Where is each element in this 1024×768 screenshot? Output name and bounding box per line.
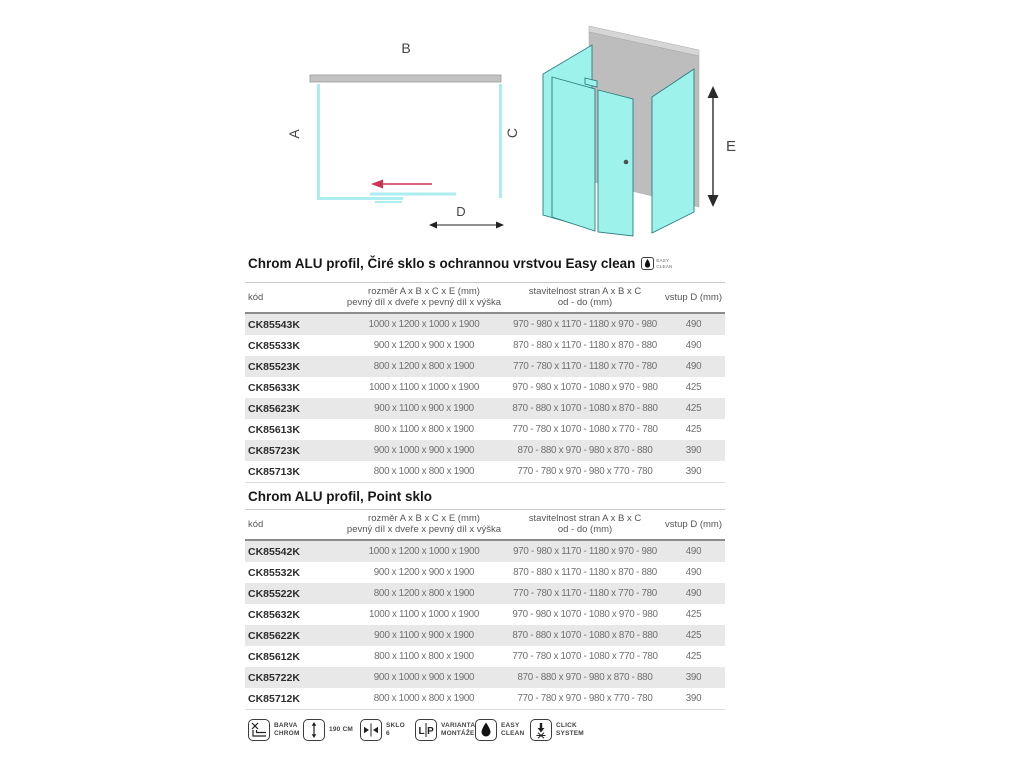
dim-label-d: D [456,204,466,219]
section1-title [248,256,672,271]
entry-value: 390 [662,440,725,461]
table-row [245,646,725,667]
table-row [245,313,725,335]
table-row [245,461,725,483]
table-row [245,356,725,377]
col-header-stavitelnost: stavitelnost stran A x B x C od - do (mm) [528,286,642,309]
entry-value: 390 [662,667,725,688]
col-header-kod: kód [248,291,264,303]
easy-clean-drop-icon [475,719,497,741]
product-code: CK85523K [245,356,340,377]
dimension-value: 1000 x 1100 x 1000 x 1900 [369,609,479,621]
product-code: CK85613K [248,423,300,436]
glass-panel-right [652,69,694,233]
technical-diagrams [0,0,1024,255]
table-row [245,540,725,562]
feature-label: 190 CM [329,726,353,734]
glass-front-fixed [317,197,403,200]
height-arrow-icon [303,719,325,741]
table-row [245,335,725,356]
product-code: CK85542K [245,540,340,562]
adjustability-value: 970 - 980 x 1070 - 1080 x 970 - 980 [512,382,658,394]
product-code: CK85633K [248,381,300,394]
entry-value: 425 [662,625,725,646]
adjustability-value: 970 - 980 x 1170 - 1180 x 970 - 980 [508,540,662,562]
dimension-value: 800 x 1200 x 800 x 1900 [340,356,508,377]
entry-value: 490 [662,313,725,335]
dimension-value: 900 x 1200 x 900 x 1900 [373,567,475,579]
glass-side-a [317,84,320,200]
feature-varianta-montaze [415,719,475,741]
svg-text:L: L [418,726,425,737]
col-header-kod: kód [248,518,264,530]
table-row [245,398,725,419]
spec-table-point-sklo [245,509,725,710]
feature-icons-row [0,719,1024,753]
glass-sliding-door [370,193,456,196]
product-code: CK85623K [245,398,340,419]
feature-click-system [530,719,584,741]
product-code: CK85533K [248,339,300,352]
dimension-value: 900 x 1000 x 900 x 1900 [340,667,508,688]
adjustability-value: 770 - 780 x 970 - 980 x 770 - 780 [517,693,653,705]
plan-view-diagram [286,40,520,229]
section1-title-text: Chrom ALU profil, Čiré sklo s ochrannou vrstvou Easy clean [248,256,636,271]
adjustability-value: 770 - 780 x 1070 - 1080 x 770 - 780 [512,651,658,663]
product-code: CK85543K [245,313,340,335]
table-header-row [245,283,725,314]
product-code: CK85612K [248,650,300,663]
spec-table-cire-sklo [245,282,725,483]
dimension-value: 1000 x 1200 x 1000 x 1900 [340,540,508,562]
col-header-vstup: vstup D (mm) [665,518,722,530]
entry-value: 425 [685,651,702,663]
dimension-value: 800 x 1000 x 800 x 1900 [373,466,475,478]
feature-label: CLICK SYSTEM [556,722,584,737]
adjustability-value: 770 - 780 x 1170 - 1180 x 770 - 780 [508,583,662,604]
col-header-rozmer: rozměr A x B x C x E (mm) pevný díl x dveře x pevný díl x výška [346,513,502,536]
door-slide-arrow [371,180,432,189]
dimension-value: 1000 x 1200 x 1000 x 1900 [340,313,508,335]
col-header-rozmer: rozměr A x B x C x E (mm) pevný díl x dveře x pevný díl x výška [346,286,502,309]
feature-easy-clean [475,719,524,741]
feature-label: EASY CLEAN [501,722,525,737]
adjustability-value: 870 - 880 x 1070 - 1080 x 870 - 880 [508,398,662,419]
entry-value: 490 [662,583,725,604]
dim-label-a: A [286,129,302,139]
adjustability-value: 770 - 780 x 1170 - 1180 x 770 - 780 [508,356,662,377]
adjustability-value: 970 - 980 x 1170 - 1180 x 970 - 980 [508,313,662,335]
feature-sklo-6 [360,719,405,741]
glass-side-c [499,84,502,198]
door-handle-knob [624,160,629,165]
adjustability-value: 870 - 880 x 1170 - 1180 x 870 - 880 [513,340,657,352]
dimension-value: 800 x 1100 x 800 x 1900 [374,424,474,436]
adjustability-value: 770 - 780 x 970 - 980 x 770 - 780 [517,466,653,478]
adjustability-value: 870 - 880 x 970 - 980 x 870 - 880 [508,440,662,461]
profile-color-icon [248,719,270,741]
adjustability-value: 970 - 980 x 1070 - 1080 x 970 - 980 [512,609,658,621]
dim-label-e: E [726,138,737,155]
col-header-stavitelnost: stavitelnost stran A x B x C od - do (mm) [528,513,642,536]
product-code: CK85722K [245,667,340,688]
left-right-variant-icon [415,719,437,741]
height-dimension-arrow [708,86,737,207]
section2-title [248,489,432,504]
feature-height-190 [303,719,353,741]
product-code: CK85622K [245,625,340,646]
glass-panel-front-fixed [552,77,595,231]
easy-clean-drop-icon [641,257,654,270]
table-row [245,377,725,398]
dim-label-c: C [504,127,520,139]
feature-label: SKLO 6 [386,722,405,737]
entry-value: 425 [685,424,702,436]
entry-value: 390 [685,693,702,705]
glass-front-stub [375,201,402,203]
table-row [245,562,725,583]
table-row [245,604,725,625]
table-row [245,583,725,604]
easy-clean-badge [641,257,672,270]
product-code: CK85712K [248,692,300,705]
entry-value: 425 [685,382,702,394]
click-system-icon [530,719,552,741]
table-row [245,667,725,688]
svg-text:P: P [427,726,434,737]
section2-title-text: Chrom ALU profil, Point sklo [248,489,432,504]
feature-barva-chrom [248,719,300,741]
product-code: CK85632K [248,608,300,621]
entry-value: 390 [685,466,702,478]
product-code: CK85713K [248,465,300,478]
glass-thickness-icon [360,719,382,741]
table-row [245,625,725,646]
entry-value: 425 [662,398,725,419]
adjustability-value: 770 - 780 x 1070 - 1080 x 770 - 780 [512,424,658,436]
table-row [245,688,725,710]
easy-clean-badge-label: EASY CLEAN [656,258,673,269]
dimension-value: 900 x 1100 x 900 x 1900 [340,625,508,646]
entry-dimension-arrow [429,204,504,229]
table-row [245,440,725,461]
entry-value: 490 [662,540,725,562]
feature-label: BARVA CHROM [274,722,300,737]
adjustability-value: 870 - 880 x 1170 - 1180 x 870 - 880 [513,567,657,579]
adjustability-value: 870 - 880 x 970 - 980 x 870 - 880 [508,667,662,688]
feature-label: VARIANTA MONTÁŽE [441,722,476,737]
entry-value: 425 [685,609,702,621]
product-code: CK85532K [248,566,300,579]
dimension-value: 900 x 1100 x 900 x 1900 [340,398,508,419]
product-code: CK85522K [245,583,340,604]
adjustability-value: 870 - 880 x 1070 - 1080 x 870 - 880 [508,625,662,646]
entry-value: 490 [685,567,702,579]
entry-value: 490 [685,340,702,352]
wall-bar [310,75,501,82]
table-header-row [245,510,725,541]
dimension-value: 900 x 1000 x 900 x 1900 [340,440,508,461]
dimension-value: 900 x 1200 x 900 x 1900 [373,340,475,352]
dimension-value: 800 x 1000 x 800 x 1900 [373,693,475,705]
table-row [245,419,725,440]
dimension-value: 800 x 1200 x 800 x 1900 [340,583,508,604]
entry-value: 490 [662,356,725,377]
product-code: CK85723K [245,440,340,461]
isometric-view-diagram [543,26,736,236]
col-header-vstup: vstup D (mm) [665,291,722,303]
dim-label-b: B [401,40,411,56]
dimension-value: 1000 x 1100 x 1000 x 1900 [369,382,479,394]
dimension-value: 800 x 1100 x 800 x 1900 [374,651,474,663]
